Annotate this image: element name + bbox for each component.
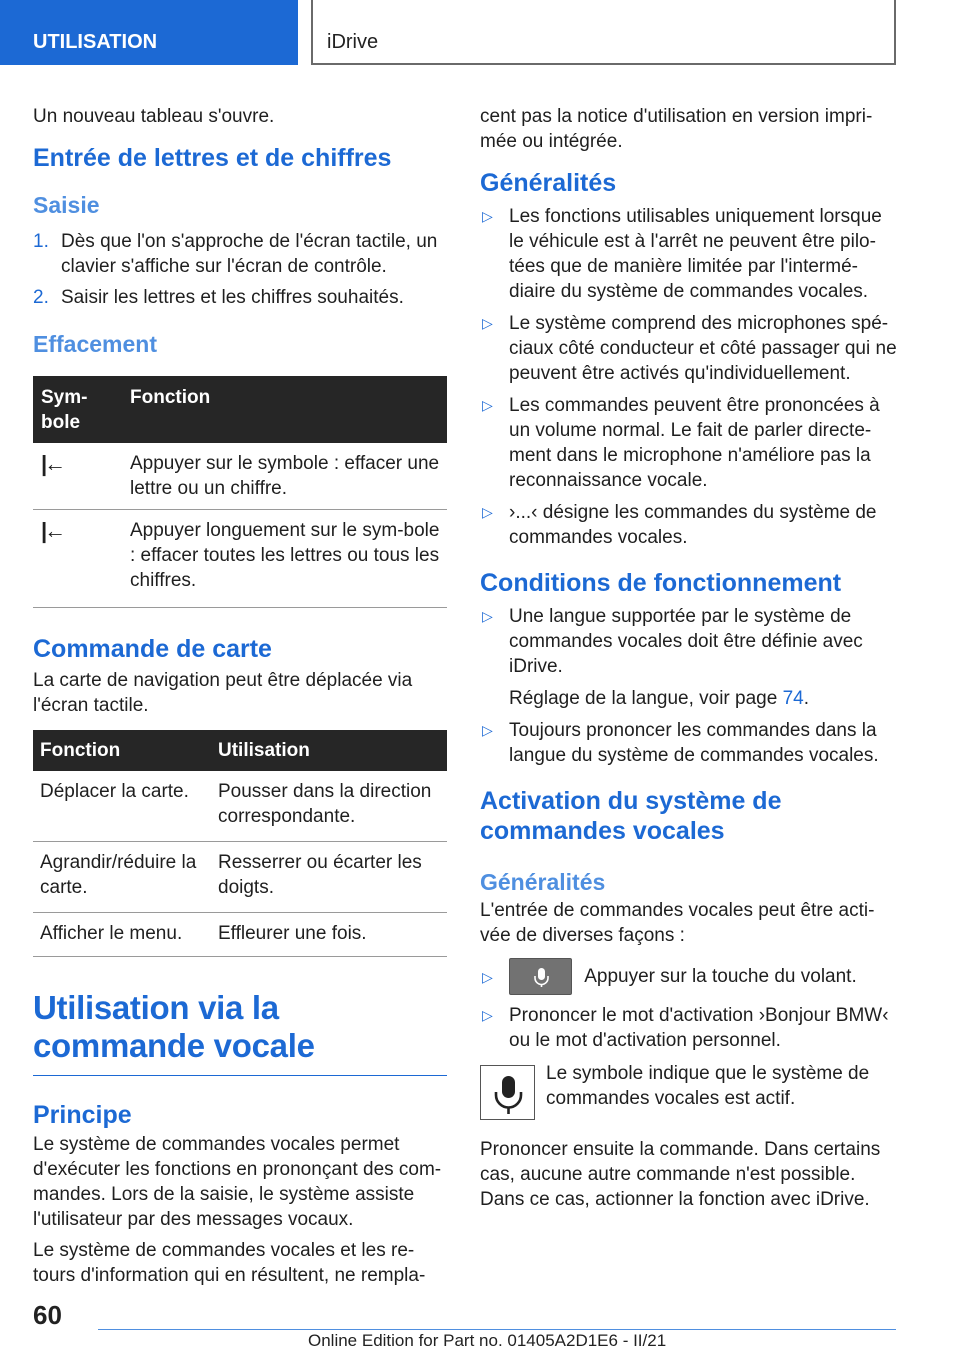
table-row	[33, 510, 447, 608]
map-usage-cell: Pousser dans la direction correspondante.	[211, 771, 447, 842]
heading-conditions: Conditions de fonctionnement	[480, 569, 842, 597]
final-paragraph: Prononcer ensuite la commande. Dans certains cas, aucune autre commande n'est possible. Dans ce cas, actionner la fonction avec iDrive.	[480, 1139, 881, 1210]
voice-symbol-note	[480, 1061, 900, 1123]
step-item	[33, 285, 449, 310]
map-usage-cell: Effleurer une fois.	[211, 913, 447, 957]
activation-list	[480, 958, 900, 1053]
topic-tab: iDrive	[311, 0, 896, 65]
intro-text: Un nouveau tableau s'ouvre.	[33, 106, 275, 127]
heading-effacement: Effacement	[33, 331, 157, 357]
erase-header-function: Fonction	[122, 376, 447, 443]
triangle-bullet-icon: ▷	[482, 208, 493, 224]
conditions-list	[480, 604, 900, 768]
erase-table	[33, 376, 447, 608]
map-function-cell: Déplacer la carte.	[33, 771, 211, 842]
heading-rule	[33, 1075, 447, 1076]
principe-paragraph-2: Le système de commandes vocales et les re-tours d'information qui en résultent, ne rempla-	[33, 1240, 426, 1286]
footer-edition: Online Edition for Part no. 01405A2D1E6 - II/21	[308, 1331, 667, 1350]
principe-paragraph-1: Le système de commandes vocales permet d'exécuter les fonctions en prononçant des com-mandes. Lors de la saisie, le système assiste l'utilisateur par des messages vocaux.	[33, 1134, 442, 1230]
backspace-icon: |←	[41, 518, 64, 543]
map-function-cell: Afficher le menu.	[33, 913, 211, 957]
map-header-usage: Utilisation	[211, 730, 447, 771]
footer-rule	[98, 1329, 896, 1330]
heading-map: Commande de carte	[33, 635, 272, 663]
backspace-icon: |←	[41, 451, 64, 476]
list-item: ▷ ›...‹ désigne les commandes du système de commandes vocales.	[482, 502, 877, 548]
page-link[interactable]: 74	[782, 688, 804, 709]
table-row	[33, 842, 447, 913]
step-text: Saisir les lettres et les chiffres souhaités.	[61, 287, 404, 308]
heading-generalites-2: Généralités	[480, 869, 606, 895]
heading-saisie: Saisie	[33, 192, 100, 218]
heading-voice: Utilisation via la commande vocale	[33, 989, 315, 1064]
heading-activation: Activation du système de commandes vocales	[480, 787, 782, 845]
table-row	[33, 771, 447, 842]
triangle-bullet-icon: ▷	[482, 397, 493, 413]
continued-text: cent pas la notice d'utilisation en version impri-mée ou intégrée.	[480, 106, 873, 152]
map-intro: La carte de navigation peut être déplacée via l'écran tactile.	[33, 670, 413, 716]
table-row	[33, 443, 447, 510]
triangle-bullet-icon: ▷	[482, 315, 493, 331]
steering-voice-button-icon	[509, 958, 572, 995]
map-header-function: Fonction	[33, 730, 211, 771]
heading-letters: Entrée de lettres et de chiffres	[33, 144, 392, 172]
map-table	[33, 730, 447, 957]
heading-principe: Principe	[33, 1101, 132, 1129]
step-number: 2.	[33, 287, 49, 308]
list-item: ▷ Toujours prononcer les commandes dans la langue du système de commandes vocales.	[482, 720, 879, 766]
erase-function-text: Appuyer sur le symbole : effacer une lettre ou un chiffre.	[122, 443, 447, 510]
microphone-icon	[480, 1065, 535, 1120]
triangle-bullet-icon: ▷	[482, 969, 493, 985]
left-column	[33, 104, 449, 1294]
right-column	[480, 104, 900, 1218]
list-item: ▷ Le système comprend des microphones spé-ciaux côté conducteur et côté passager qui ne peuvent être activés qu'individuellement.	[482, 313, 897, 384]
triangle-bullet-icon: ▷	[482, 504, 493, 520]
activation-intro: L'entrée de commandes vocales peut être acti-vée de diverses façons :	[480, 900, 875, 946]
heading-generalites: Généralités	[480, 169, 617, 197]
step-item	[33, 229, 449, 279]
list-item: ▷ Les commandes peuvent être prononcées à un volume normal. Le fait de parler directe-ment dans le microphone n'améliore pas la reconnaissance vocale.	[482, 395, 880, 491]
list-item: ▷ Une langue supportée par le système de commandes vocales doit être définie avec iDrive. Réglage de la langue, voir page 74.	[480, 604, 900, 711]
erase-symbol-icon	[33, 510, 122, 608]
general-list	[480, 204, 900, 550]
triangle-bullet-icon: ▷	[482, 1007, 493, 1023]
table-row	[33, 913, 447, 957]
step-number: 1.	[33, 231, 49, 252]
list-item: ▷ Prononcer le mot d'activation ›Bonjour BMW‹ ou le mot d'activation personnel.	[482, 1005, 889, 1051]
section-tab: UTILISATION	[0, 0, 298, 65]
map-usage-cell: Resserrer ou écarter les doigts.	[211, 842, 447, 913]
list-item: ▷ Appuyer sur la touche du volant.	[480, 958, 900, 996]
map-function-cell: Agrandir/réduire la carte.	[33, 842, 211, 913]
erase-function-text: Appuyer longuement sur le sym-bole : effacer toutes les lettres ou tous les chiffres.	[122, 510, 447, 608]
list-item: ▷ Les fonctions utilisables uniquement lorsque le véhicule est à l'arrêt ne peuvent être pilo-tées que de manière limitée par l'intermé-diaire du système de commandes vocales.	[482, 206, 882, 302]
symbol-note-text: Le symbole indique que le système de commandes vocales est actif.	[546, 1063, 870, 1109]
step-text: Dès que l'on s'approche de l'écran tactile, un clavier s'affiche sur l'écran de contrôle.	[61, 231, 438, 277]
triangle-bullet-icon: ▷	[482, 608, 493, 624]
page-number: 60	[33, 1300, 62, 1330]
language-setting-ref: Réglage de la langue, voir page 74.	[509, 688, 810, 709]
erase-header-symbol: Sym- bole	[33, 376, 122, 443]
steps-list	[33, 229, 449, 310]
triangle-bullet-icon: ▷	[482, 722, 493, 738]
erase-symbol-icon	[33, 443, 122, 510]
